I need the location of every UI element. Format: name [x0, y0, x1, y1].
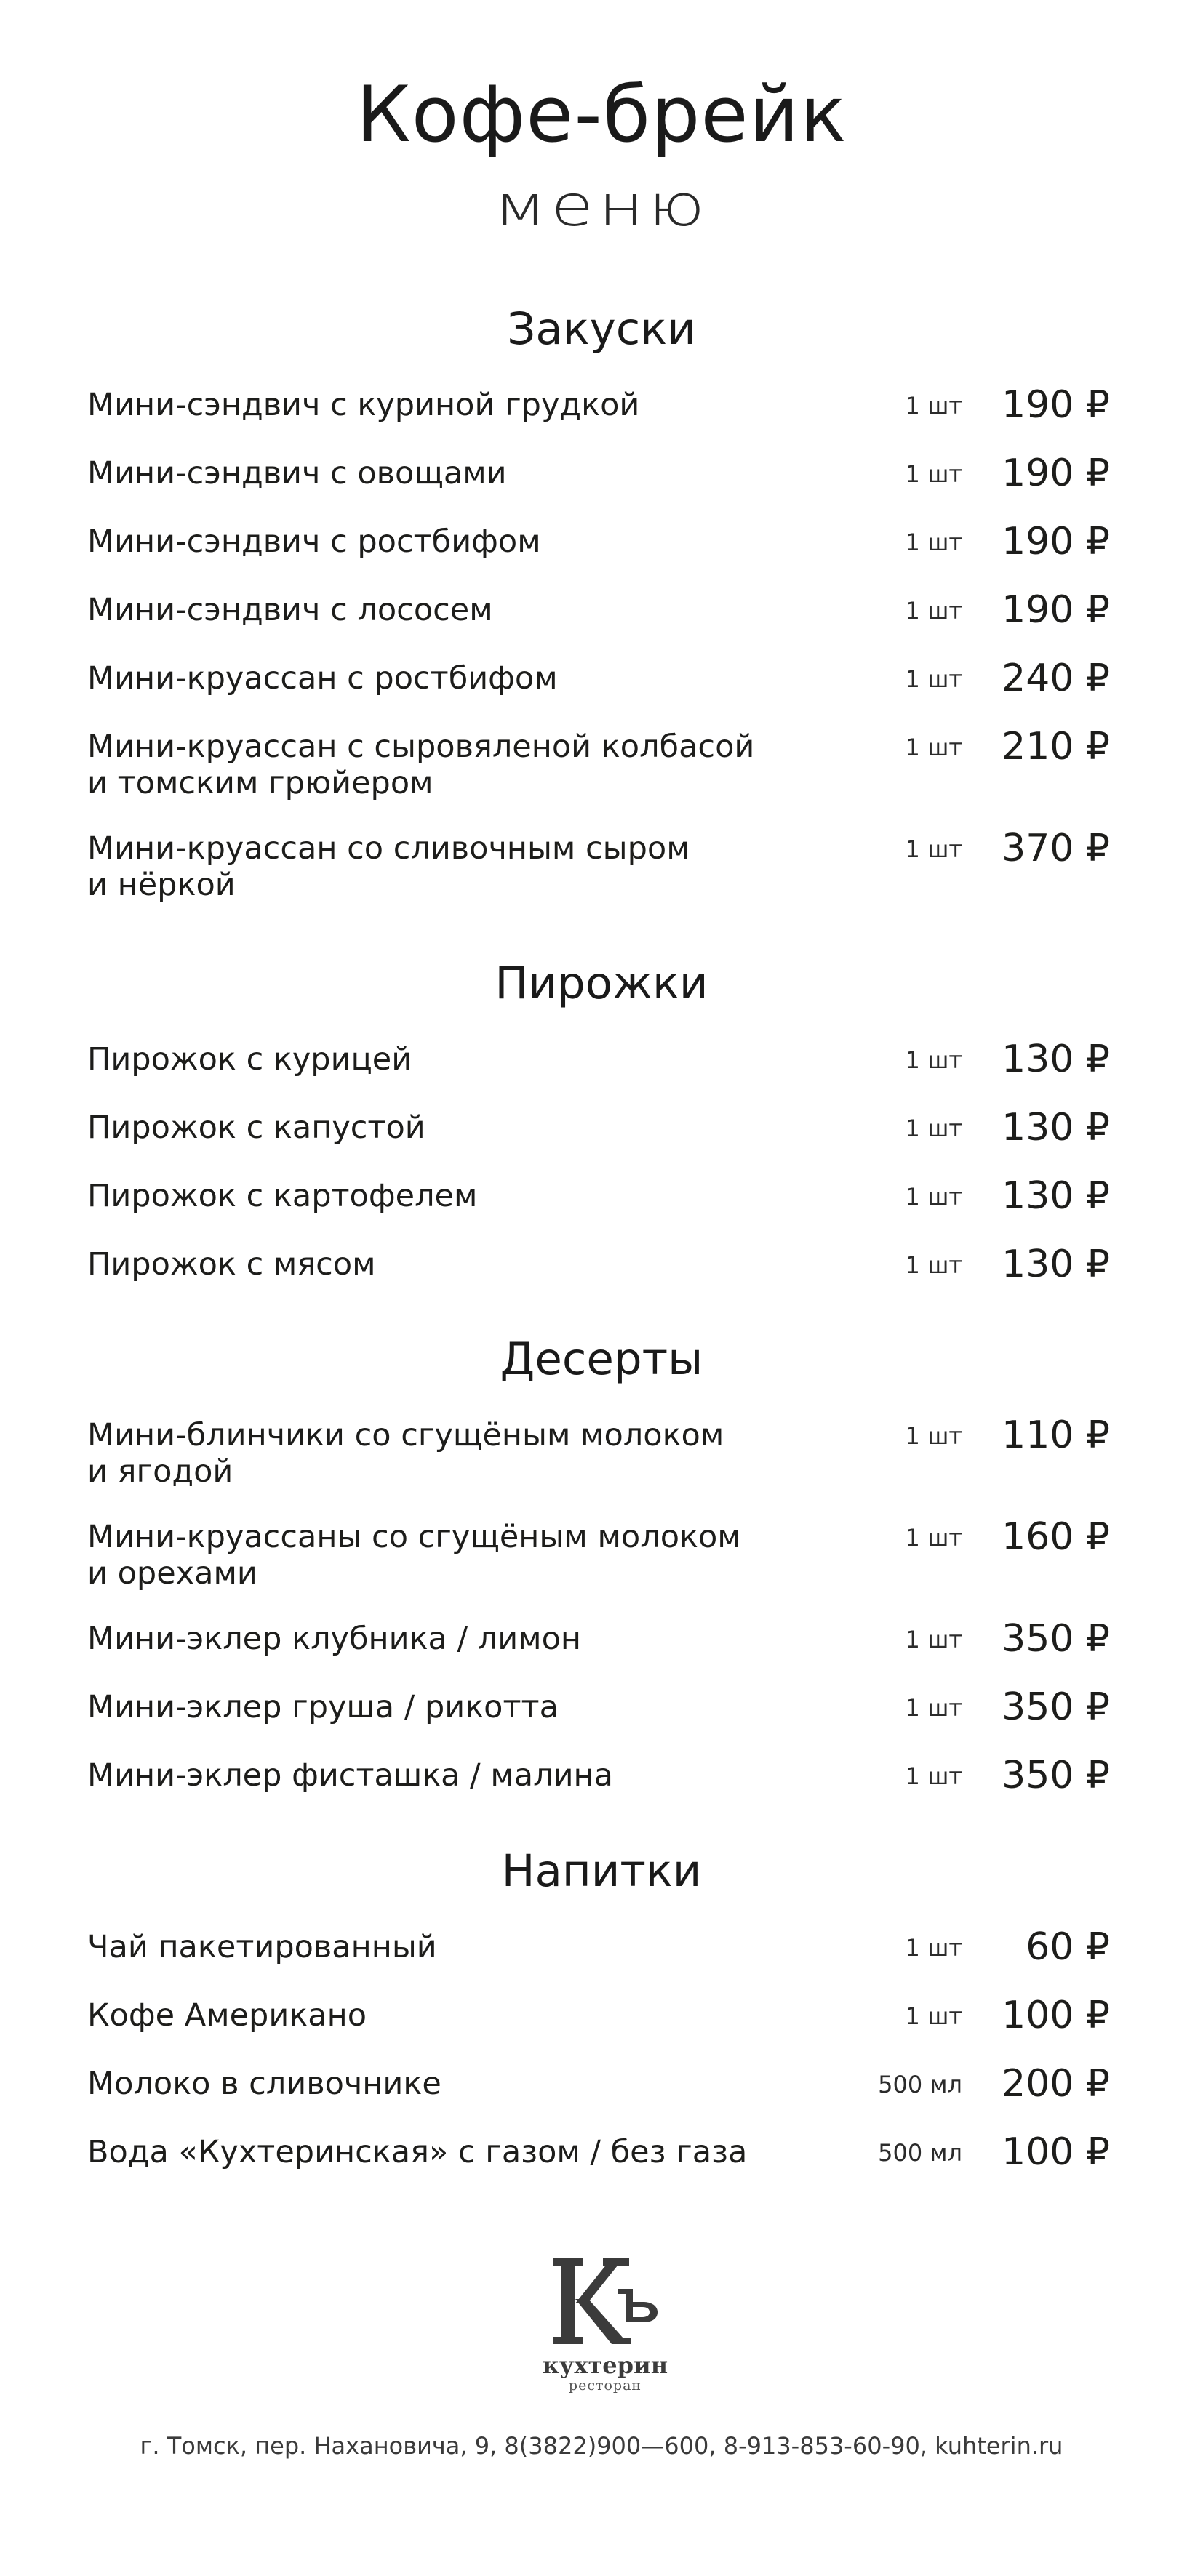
item-price: 60 ₽ [1026, 1925, 1110, 1969]
item-name: Кофе Американо [87, 1997, 367, 2034]
item-price: 160 ₽ [1002, 1515, 1110, 1559]
item-price: 130 ₽ [1002, 1038, 1110, 1081]
section-title: Пирожки [495, 958, 708, 1009]
item-price: 370 ₽ [1002, 827, 1110, 870]
item-price: 130 ₽ [1002, 1243, 1110, 1286]
item-price: 240 ₽ [1002, 657, 1110, 700]
item-quantity: 1 шт [905, 1422, 962, 1450]
item-quantity: 1 шт [905, 597, 962, 625]
section-desserts [0, 1334, 1203, 1826]
item-price: 110 ₽ [1002, 1413, 1110, 1457]
item-name: Пирожок с курицей [87, 1041, 412, 1078]
logo-name: кухтерин [542, 2351, 668, 2379]
item-price: 350 ₽ [1002, 1685, 1110, 1729]
menu-item [0, 657, 1203, 729]
item-name: Мини-сэндвич с лососем [87, 592, 493, 628]
item-name: Пирожок с картофелем [87, 1178, 478, 1214]
menu-item [0, 2062, 1203, 2134]
item-name: Пирожок с капустой [87, 1110, 425, 1146]
item-price: 130 ₽ [1002, 1106, 1110, 1149]
item-quantity: 1 шт [905, 460, 962, 488]
item-name: Мини-блинчики со сгущёным молоком и ягодой [87, 1417, 724, 1490]
item-name: Мини-сэндвич с куриной грудкой [87, 387, 640, 423]
menu-item [0, 452, 1203, 523]
menu-item [0, 1754, 1203, 1826]
item-quantity: 1 шт [905, 665, 962, 693]
menu-item [0, 1243, 1203, 1315]
item-quantity: 1 шт [905, 529, 962, 556]
item-name: Чай пакетированный [87, 1929, 437, 1965]
item-name: Мини-круассаны со сгущёным молоком и орехами [87, 1519, 741, 1592]
footer-contacts: г. Томск, пер. Нахановича, 9, 8(3822)900—600, 8-913-853-60-90, kuhterin.ru [140, 2432, 1063, 2460]
menu-item [0, 1413, 1203, 1519]
section-title: Десерты [500, 1333, 703, 1385]
item-name: Мини-эклер фисташка / малина [87, 1757, 614, 1794]
menu-item [0, 520, 1203, 592]
item-price: 130 ₽ [1002, 1174, 1110, 1218]
item-price: 200 ₽ [1002, 2062, 1110, 2106]
item-list [0, 1038, 1203, 1315]
item-quantity: 1 шт [905, 734, 962, 761]
section-title: Напитки [501, 1845, 702, 1897]
item-name: Мини-круассан с ростбифом [87, 660, 558, 697]
item-name: Мини-сэндвич с ростбифом [87, 523, 541, 560]
menu-item [0, 1617, 1203, 1689]
item-quantity: 1 шт [905, 1524, 962, 1552]
item-list [0, 1925, 1203, 2202]
item-quantity: 1 шт [905, 2002, 962, 2030]
item-price: 190 ₽ [1002, 452, 1110, 495]
item-quantity: 1 шт [905, 1183, 962, 1211]
item-price: 100 ₽ [1002, 1994, 1110, 2037]
item-price: 100 ₽ [1002, 2130, 1110, 2174]
item-price: 190 ₽ [1002, 383, 1110, 427]
menu-item [0, 1038, 1203, 1110]
item-quantity: 1 шт [905, 392, 962, 420]
section-pies [0, 958, 1203, 1315]
item-price: 210 ₽ [1002, 725, 1110, 769]
section-title: Закуски [507, 303, 696, 355]
item-quantity: 1 шт [905, 835, 962, 863]
item-list [0, 1413, 1203, 1826]
item-price: 190 ₽ [1002, 520, 1110, 563]
menu-item [0, 2130, 1203, 2202]
item-price: 350 ₽ [1002, 1754, 1110, 1797]
menu-item [0, 1994, 1203, 2066]
menu-item [0, 1515, 1203, 1621]
item-price: 350 ₽ [1002, 1617, 1110, 1661]
item-name: Мини-эклер груша / рикотта [87, 1689, 559, 1725]
item-quantity: 1 шт [905, 1694, 962, 1722]
page-subtitle: меню [493, 172, 710, 239]
kuhterin-logo-icon [551, 2255, 660, 2350]
item-name: Молоко в сливочнике [87, 2066, 441, 2102]
item-name: Пирожок с мясом [87, 1246, 376, 1283]
item-quantity: 1 шт [905, 1762, 962, 1790]
menu-item [0, 1685, 1203, 1757]
menu-item [0, 1106, 1203, 1178]
section-snacks [0, 304, 1203, 932]
item-name: Мини-эклер клубника / лимон [87, 1621, 582, 1657]
menu-item [0, 827, 1203, 932]
item-name: Мини-круассан со сливочным сыром и нёркой [87, 830, 690, 903]
item-quantity: 1 шт [905, 1046, 962, 1074]
item-quantity: 1 шт [905, 1251, 962, 1279]
menu-item [0, 588, 1203, 660]
item-quantity: 1 шт [905, 1115, 962, 1142]
item-name: Мини-сэндвич с овощами [87, 455, 507, 491]
section-drinks [0, 1846, 1203, 2202]
item-list [0, 383, 1203, 932]
item-name: Вода «Кухтеринская» с газом / без газа [87, 2134, 748, 2170]
menu-item [0, 1174, 1203, 1246]
item-price: 190 ₽ [1002, 588, 1110, 632]
menu-item [0, 383, 1203, 455]
item-quantity: 500 мл [878, 2139, 962, 2167]
item-quantity: 1 шт [905, 1626, 962, 1653]
item-quantity: 500 мл [878, 2071, 962, 2098]
restaurant-logo [542, 2255, 668, 2394]
logo-subtitle: ресторан [568, 2378, 642, 2394]
page-title: Кофе-брейк [356, 70, 847, 159]
menu-item [0, 725, 1203, 830]
item-quantity: 1 шт [905, 1934, 962, 1962]
menu-item [0, 1925, 1203, 1997]
item-name: Мини-круассан с сыровяленой колбасой и томским грюйером [87, 729, 755, 801]
